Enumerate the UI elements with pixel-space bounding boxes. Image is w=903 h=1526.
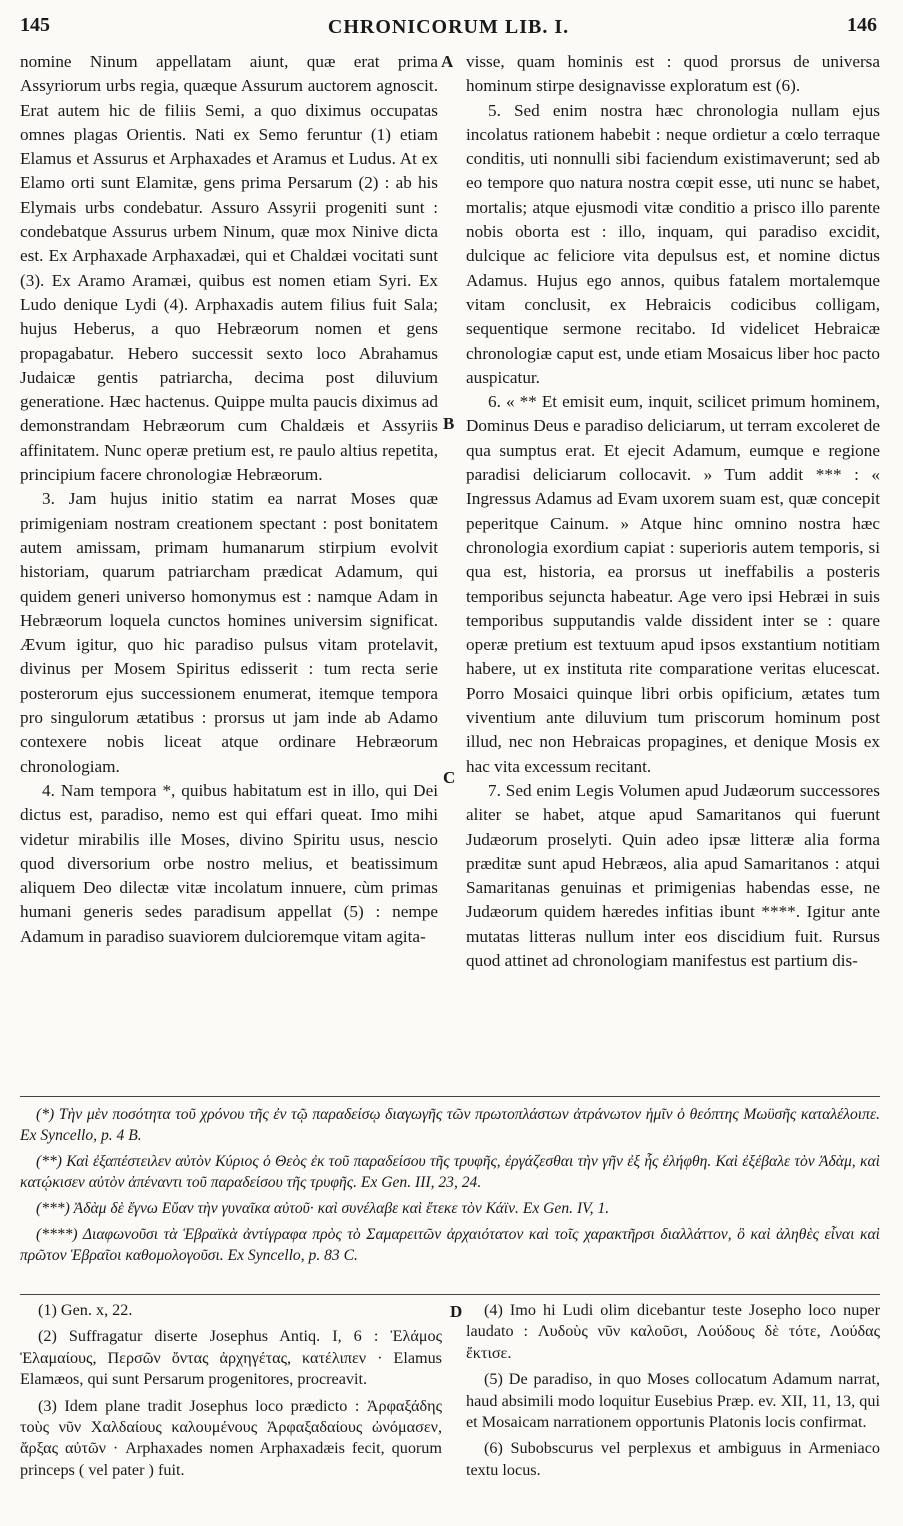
greek-footnote: (**) Καὶ ἐξαπέστειλεν αὐτὸν Κύριος ὁ Θεὸς ἐκ τοῦ παραδείσου τῆς τρυφῆς, ἐργάζεσθαι τὴν γῆν ἐξ ἧς ἐλήφθη. Καὶ ἐξέβαλε τὸν Ἀδὰμ, καὶ κατῴκισεν αὐτὸν ἀπέναντι τοῦ παραδείσου τῆς τρυφῆς. Ex Gen. III, 23, 24.	[20, 1153, 880, 1191]
page-number-right: 146	[847, 14, 877, 36]
footnote: (6) Subobscurus vel perplexus et ambiguus in Armeniaco textu locus.	[466, 1439, 880, 1479]
footnote: (2) Suffragatur diserte Josephus Antiq. I, 6 : Ἐλάμος Ἐλαμαίους, Περσῶν ὄντας ἀρχηγέτας, κατέλιπεν · Elamus Elamæos, qui sunt Persarum progenitores, procreavit.	[20, 1327, 442, 1389]
paragraph: 3. Jam hujus initio statim ea narrat Moses quæ primigeniam nostram creationem spectant : post bonitatem autem amissam, primam humanarum stirpium evolvit historiam, quarum patriarcham prædicat Adamum, qui quidem generi universo homonymus est : namque Adam in Hebræorum loquela cunctos homines universim significat. Ævum igitur, quo hic paradiso pulsus vitam protelavit, divinus per Mosem Spiritus edisserit : tum recta serie posterorum ejus successionem enumerat, itemque tempora pro singulorum ætatibus : prorsus ut jam inde ab Adamo contexere nobis liceat atque ordinare Hebræorum chronologiam.	[20, 489, 438, 776]
paragraph: 7. Sed enim Legis Volumen apud Judæorum successores aliter se habet, atque apud Samaritanos qui fuerunt Judæorum proselyti. Quin adeo ipsæ litteræ alia forma præditæ sunt apud Hebræos, alia apud Samaritanos : atqui Samaritanas genuinas et primigenias habendas esse, ne Judæorum quidem hæredes infitias ibunt ****. Igitur ante mutatas litteras nullum inter eos discidium fuit. Rursus quod attinet ad chronologiam manifestus est partium dis-	[466, 780, 880, 970]
footnote: (3) Idem plane tradit Josephus loco prædicto : Ἀρφαξάδης τοὺς νῦν Χαλδαίους καλουμένους Ἀρφαξαδαίους ὠνόμασεν, ἄρξας αὐτῶν · Arphaxades nomen Arphaxadæis fecit, quorum princeps ( vel pater ) fuit.	[20, 1396, 442, 1479]
margin-marker-a: A	[441, 52, 454, 71]
paragraph: 4. Nam tempora *, quibus habitatum est in illo, qui Dei dictus est, paradiso, nemo est qui effari queat. Imo mihi videtur mirabilis ille Moses, divino Spiritu usus, nescio quod diversorium orbe nostro melius, et beatissimum aliquem Deo dilectæ vitæ incolatum innuere, cùm primas humani generis sedes paradisum appellat (5) : nempe Adamum in paradiso suaviorem dulcioremque vitam agita-	[20, 780, 438, 946]
paragraph: visse, quam hominis est : quod prorsus de universa hominum stirpe designavisse exploratum est (6).	[466, 52, 880, 96]
greek-footnote: (****) Διαφωνοῦσι τὰ Ἑβραϊκὰ ἀντίγραφα πρὸς τὸ Σαμαρειτῶν ἀρχαιότατον καὶ τοῖς χαρακτῆρσι διαλλάττον, ὃ καὶ ἀληθὲς εἶναι καὶ πρῶτον Ἑβραῖοι καθομολογοῦσι. Ex Syncello, p. 83 C.	[20, 1226, 880, 1264]
paragraph: 6. « ** Et emisit eum, inquit, scilicet primum hominem, Dominus Deus e paradiso deliciarum, ut terram excoleret de qua sumptus erat. Et ejecit Adamum, eumque e regione paradisi deliciarum collocavit. » Tum addit *** : « Ingressus Adamus ad Evam uxorem suam est, quæ concepit peperitque Cainum. » Atque hinc omnino nostra hæc chronologia exordium capiat : superioris autem temporis, si qua est, historia, ea prorsus ut ineffabilis a posteris temporibus sejuncta habeatur. Age vero ipsi Hebræi in suis temporibus supputandis valde dissident inter se : quare operæ pretium est textuum apud ipsos exstantium notitiam habere, ut ex instituta rite comparatione veritas elucescat. Porro Mosaici quinque libri orbis opificium, ætates tum viventium ante diluvium tum priscorum hominum post illud, nec non Hebraicas propagines, et denique Mosis ex hac vita excessum recitant.	[466, 392, 880, 776]
right-column	[466, 50, 880, 973]
divider-rule	[20, 1294, 880, 1295]
running-header	[20, 10, 877, 38]
footnote: (1) Gen. x, 22.	[38, 1301, 133, 1319]
paragraph: 5. Sed enim nostra hæc chronologia nullam ejus incolatus rationem habebit : neque ordietur a cœlo terraque conditis, uti nonnulli sibi faciendum existimaverunt; sed ab eo tempore quo natura nostra cœpit esse, uti nunc se habet, mortalis; atque ejusmodi vitæ conditio a prisco illo parente nobis oborta est : illo, inquam, qui paradiso excidit, dulcique ac feliciore vita depulsus est, et nomine dictus Adamus. Hujus ego annos, quibus fatalem mortalemque vitam conclusit, ex Hebraicis codicibus colligam, sequentique sermone recitabo. Id videlicet Hebraicæ chronologiæ caput est, unde etiam Mosaicus liber hoc pacto auspicatur.	[466, 100, 880, 387]
page-number-left: 145	[20, 14, 50, 36]
paragraph: nomine Ninum appellatam aiunt, quæ erat prima Assyriorum urbs regia, quæque Assurum auctorem agnoscit. Erat autem hic de filiis Semi, a quo diximus occupatas omnes plagas Orientis. Nati ex Semo feruntur (1) etiam Elamus et Assurus et Arphaxades et Aramus et Ludus. At ex Elamo orti sunt Elamitæ, gens prima Persarum (2) : ab his Elymais urbs condebatur. Assuro Assyrii progeniti sunt : condebatque Assurus urbem Ninum, quæ mox Ninive dicta est. Ex Arphaxade Arphaxadæi, qui et Chaldæi vocitati sunt (3). Ex Aramo Aramæi, quibus est nomen etiam Syri. Ex Ludo denique Lydi (4). Arphaxadis autem filius fuit Sala; hujus Heberus, a quo Hebræorum nomen et gens propagabatur. Hebero successit sexto loco Abrahamus Judaicæ gentis patriarcha, decima post diluvium generatione. Hæc hactenus. Quippe multa paucis diximus ad demonstrandam Hebræorum cum Chaldæis et Assyriis affinitatem. Nunc operæ pretium est, re paulo altius repetita, principium facere chronologiæ Hebræorum.	[20, 52, 438, 485]
margin-marker-b: B	[443, 414, 455, 433]
margin-marker-c: C	[443, 768, 456, 787]
left-column	[20, 50, 438, 949]
right-footnotes	[466, 1300, 880, 1486]
footnote: (5) De paradiso, in quo Moses collocatum Adamum narrat, haud absimili modo loquitur Eusebius Præp. ev. XII, 11, 13, qui et Mosaicam narrationem opportunis Platonis locis confirmat.	[466, 1370, 880, 1432]
running-title: CHRONICORUM LIB. I.	[327, 16, 570, 38]
left-footnotes	[20, 1300, 442, 1486]
greek-footnotes	[20, 1104, 880, 1271]
greek-footnote: (*) Τὴν μὲν ποσότητα τοῦ χρόνου τῆς ἐν τῷ παραδείσῳ διαγωγῆς τῶν πρωτοπλάστων ἀτράνωτον ἡμῖν ὁ θεόπτης Μωϋσῆς καταλέλοιπε. Ex Syncello, p. 4 B.	[20, 1106, 880, 1144]
margin-marker-d: D	[450, 1302, 463, 1321]
footnote: (4) Imo hi Ludi olim dicebantur teste Josepho loco nuper laudato : Λυδοὺς νῦν καλοῦσι, Λούδους δὲ τότε, Λούδας ἔκτισε.	[466, 1301, 880, 1362]
divider-rule	[20, 1096, 880, 1097]
greek-footnote: (***) Ἀδὰμ δὲ ἔγνω Εὔαν τὴν γυναῖκα αὐτοῦ· καὶ συνέλαβε καὶ ἔτεκε τὸν Κάϊν. Ex Gen. IV, 1.	[36, 1200, 610, 1217]
